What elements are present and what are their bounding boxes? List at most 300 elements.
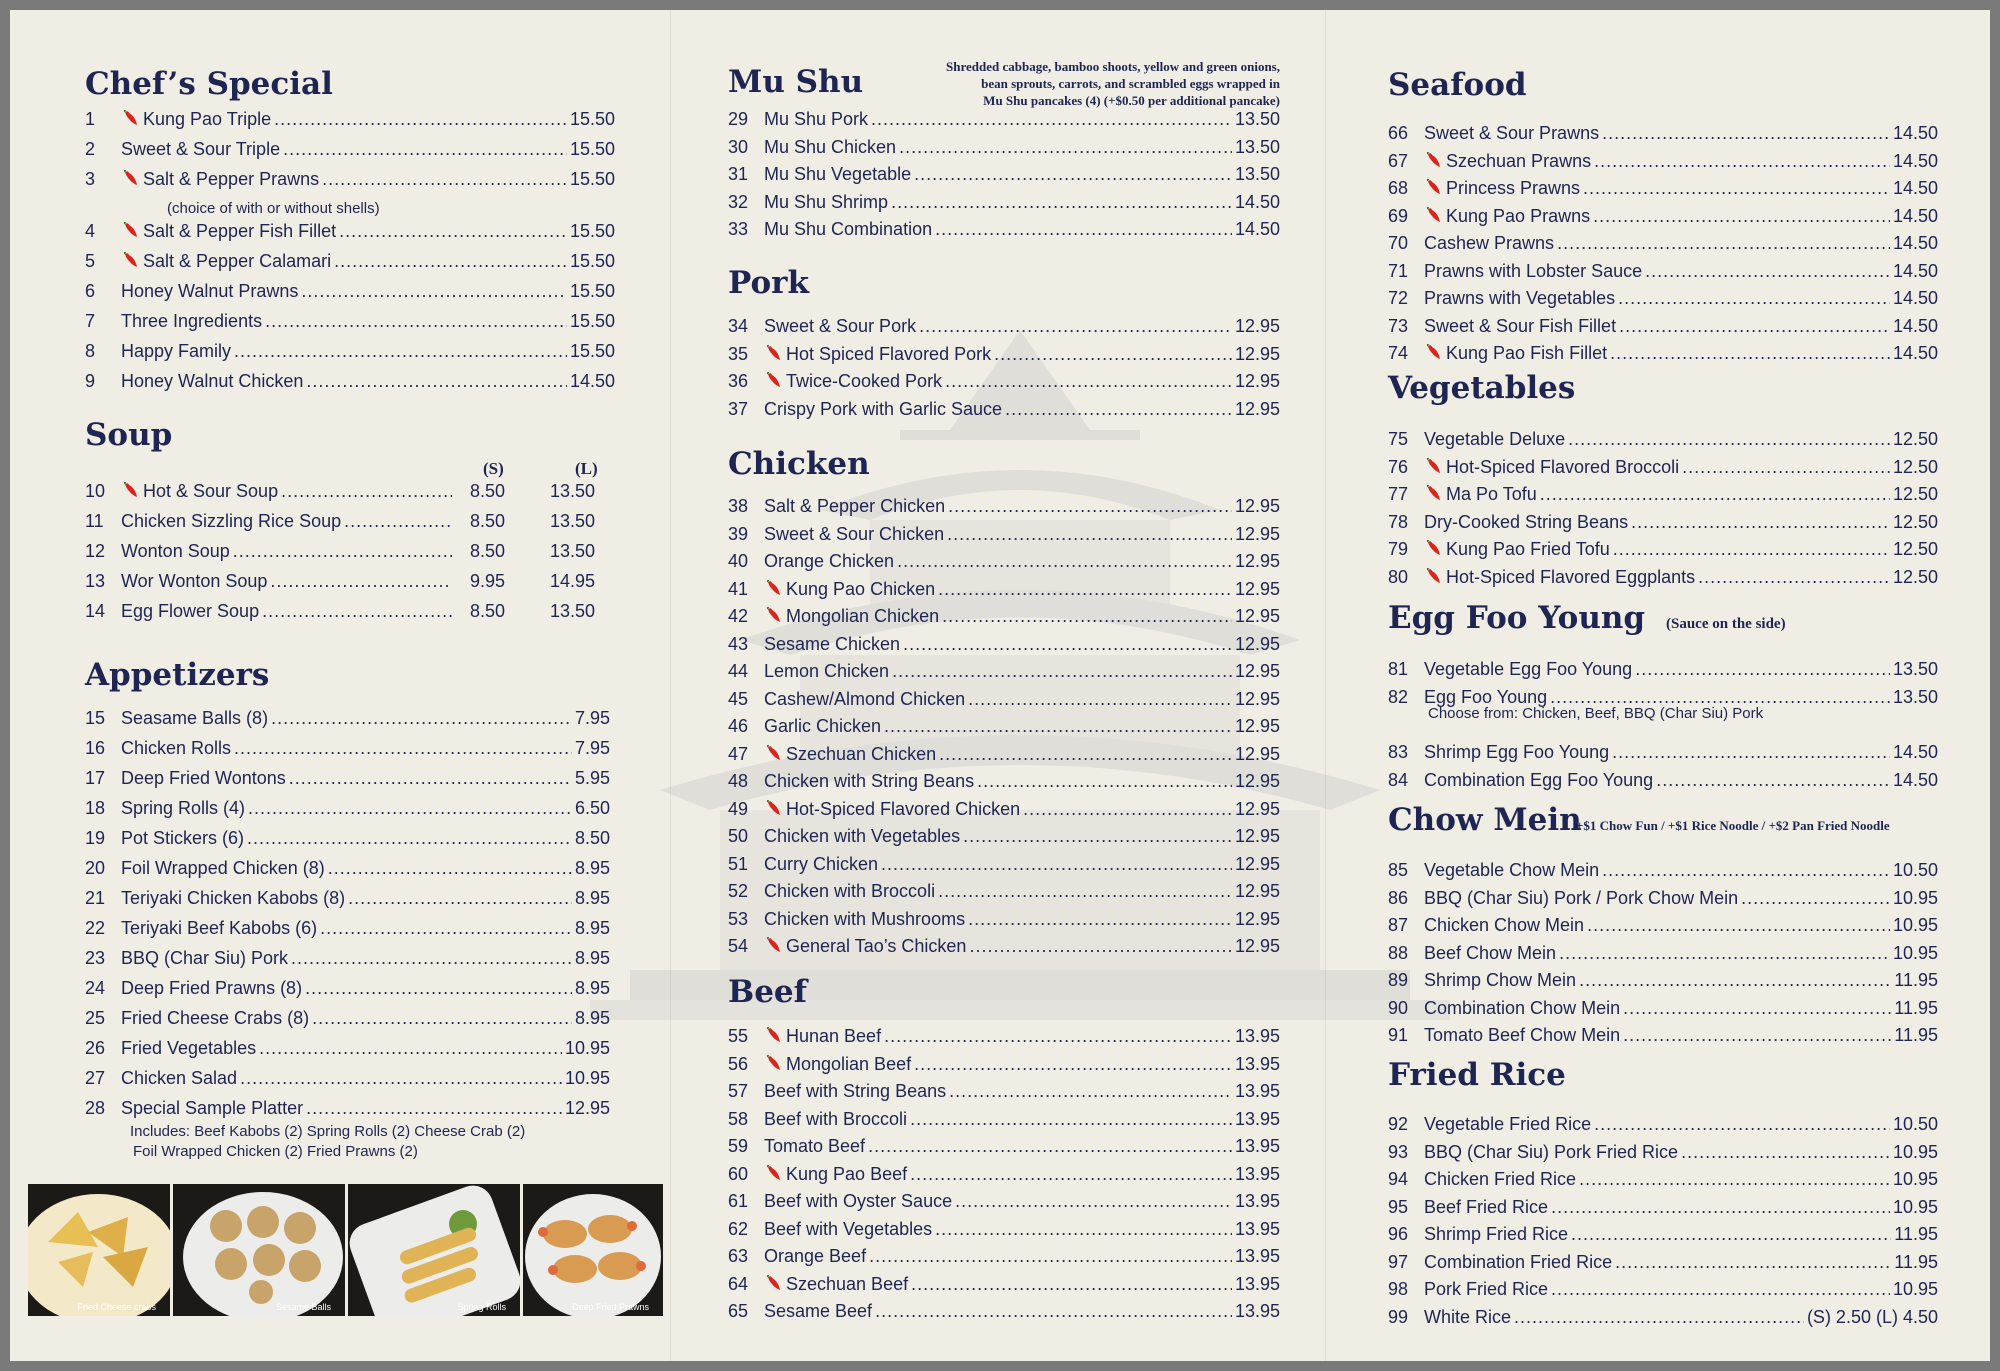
- menu-item: [728, 603, 1280, 630]
- dot-leader: [869, 1243, 1232, 1270]
- item-number: 15: [85, 708, 106, 728]
- menu-item: [1388, 1221, 1938, 1248]
- menu-item: [728, 216, 1280, 243]
- item-price-small: 8.50: [469, 601, 505, 621]
- item-name: Cashew Prawns: [1424, 233, 1555, 253]
- item-price: 10.95: [1892, 1169, 1938, 1189]
- dot-leader: [919, 313, 1232, 340]
- item-name: Mu Shu Shrimp: [764, 191, 889, 212]
- item-name: Chicken Salad: [121, 1068, 238, 1088]
- menu-item: [728, 823, 1280, 850]
- dot-leader: [270, 568, 452, 595]
- egg-foo-young-note: (Sauce on the side): [1666, 616, 1786, 632]
- item-price: 10.95: [1892, 1196, 1938, 1217]
- item-name: Spring Rolls (4): [121, 798, 246, 818]
- section-title: Chef’s Special: [85, 66, 333, 102]
- chow-mein-note: +$1 Chow Fun / +$1 Rice Noodle / +$2 Pan Fried Noodle: [1576, 818, 1890, 833]
- item-number: 98: [1388, 1279, 1409, 1299]
- dot-leader: [968, 686, 1232, 713]
- item-price: 15.50: [569, 109, 615, 129]
- dot-leader: [312, 1005, 572, 1032]
- dot-leader: [1579, 1166, 1890, 1193]
- item-price: 14.50: [1892, 315, 1938, 336]
- menu-item: [728, 796, 1280, 823]
- item-name: BBQ (Char Siu) Pork: [121, 948, 289, 968]
- menu-item: [1388, 967, 1938, 994]
- dot-leader: [1682, 454, 1890, 481]
- dot-leader: [289, 765, 572, 792]
- item-price: 12.95: [1234, 606, 1280, 626]
- item-number: 48: [728, 771, 749, 791]
- chili-pepper-icon: [764, 1161, 786, 1188]
- item-price: 10.95: [1892, 1279, 1938, 1299]
- menu-item: [728, 1271, 1280, 1298]
- item-name: Sweet & Sour Pork: [764, 316, 917, 336]
- dot-leader: [306, 1095, 562, 1122]
- item-price: 12.95: [1234, 936, 1280, 956]
- item-price: 12.95: [1234, 826, 1280, 846]
- item-price: (S) 2.50 (L) 4.50: [1806, 1306, 1938, 1327]
- item-price: 12.50: [1892, 511, 1938, 532]
- item-number: 71: [1388, 260, 1409, 281]
- menu-item: [728, 1078, 1280, 1105]
- menu-item: [728, 686, 1280, 713]
- menu-item: [728, 1188, 1280, 1215]
- menu-item: [728, 1243, 1280, 1270]
- menu-item: [728, 1051, 1280, 1078]
- item-note: (choice of with or without shells): [167, 200, 380, 217]
- item-price: 5.95: [574, 768, 610, 788]
- item-number: 14: [85, 601, 106, 621]
- dot-leader: [938, 878, 1232, 905]
- item-price: 13.95: [1234, 1108, 1280, 1129]
- menu-item: [85, 705, 610, 732]
- chili-pepper-icon: [121, 248, 143, 275]
- chili-pepper-icon: [1424, 340, 1446, 367]
- item-name: Vegetable Fried Rice: [1424, 1114, 1592, 1134]
- menu-item: [85, 735, 610, 762]
- item-number: 89: [1388, 970, 1409, 990]
- item-number: 78: [1388, 511, 1409, 532]
- menu-item: [1388, 120, 1938, 147]
- item-number: 97: [1388, 1251, 1409, 1272]
- item-name: Garlic Chicken: [764, 716, 882, 736]
- section-title: Chow Mein: [1388, 802, 1582, 838]
- menu-item: [1388, 1022, 1938, 1049]
- menu-item: [85, 975, 610, 1002]
- item-price: 13.95: [1234, 1273, 1280, 1294]
- item-price: 8.95: [574, 948, 610, 968]
- menu-item: [728, 878, 1280, 905]
- item-name: Fried Vegetables: [121, 1038, 257, 1058]
- item-name: Beef Fried Rice: [1424, 1196, 1549, 1217]
- dot-leader: [963, 823, 1232, 850]
- item-name: Combination Fried Rice: [1424, 1251, 1613, 1272]
- menu-item: [728, 1106, 1280, 1133]
- item-price: 12.95: [1234, 343, 1280, 364]
- photo-caption: Fried Cheese crabs: [77, 1302, 156, 1312]
- item-number: 17: [85, 768, 106, 788]
- dot-leader: [348, 885, 572, 912]
- menu-item: [1388, 313, 1938, 340]
- item-price: 13.95: [1234, 1246, 1280, 1266]
- item-name: Beef with Oyster Sauce: [764, 1191, 953, 1211]
- item-number: 87: [1388, 915, 1409, 935]
- menu-item: [728, 1023, 1280, 1050]
- menu-item: [1388, 203, 1938, 230]
- dot-leader: [891, 189, 1232, 216]
- item-name: Vegetable Deluxe: [1424, 429, 1566, 449]
- item-name: Teriyaki Chicken Kabobs (8): [121, 888, 346, 908]
- item-name: Kung Pao Fish Fillet: [1446, 343, 1608, 363]
- item-name: Kung Pao Chicken: [786, 578, 936, 599]
- item-price: 8.95: [574, 888, 610, 908]
- item-name: Deep Fried Prawns (8): [121, 978, 303, 998]
- item-name: Szechuan Chicken: [786, 743, 937, 764]
- item-number: 26: [85, 1038, 106, 1058]
- menu-item: [728, 631, 1280, 658]
- item-name: Sweet & Sour Fish Fillet: [1424, 315, 1617, 336]
- item-price: 12.95: [1234, 743, 1280, 764]
- item-name: General Tao’s Chicken: [786, 936, 967, 956]
- dot-leader: [899, 134, 1232, 161]
- dot-leader: [1741, 885, 1890, 912]
- dot-leader: [910, 1161, 1232, 1188]
- chili-pepper-icon: [1424, 203, 1446, 230]
- dot-leader: [320, 915, 572, 942]
- dot-leader: [884, 713, 1232, 740]
- item-price: 12.95: [1234, 716, 1280, 736]
- item-name: Hunan Beef: [786, 1026, 882, 1046]
- item-number: 40: [728, 551, 749, 571]
- chili-pepper-icon: [764, 341, 786, 368]
- menu-item: [728, 1133, 1280, 1160]
- chili-pepper-icon: [764, 933, 786, 960]
- item-name: Chicken with Vegetables: [764, 826, 961, 846]
- item-name: Mu Shu Vegetable: [764, 164, 912, 184]
- item-name: Hot-Spiced Flavored Broccoli: [1446, 456, 1680, 477]
- item-name: Cashew/Almond Chicken: [764, 688, 966, 709]
- menu-item: [85, 825, 610, 852]
- item-number: 21: [85, 888, 106, 908]
- platter-note: Foil Wrapped Chicken (2) Fried Prawns (2): [133, 1143, 418, 1160]
- item-name: Curry Chicken: [764, 853, 879, 874]
- menu-item: [728, 161, 1280, 188]
- chili-pepper-icon: [764, 603, 786, 630]
- dot-leader: [1594, 148, 1890, 175]
- item-name: Ma Po Tofu: [1446, 484, 1537, 504]
- item-name: Hot Spiced Flavored Pork: [786, 343, 992, 364]
- menu-item: [1388, 285, 1938, 312]
- item-price: 12.95: [1234, 771, 1280, 791]
- item-name: Foil Wrapped Chicken (8): [121, 858, 325, 878]
- item-name: Seasame Balls (8): [121, 708, 269, 728]
- menu-item: [1388, 481, 1938, 508]
- dot-leader: [1613, 536, 1890, 563]
- dot-leader: [274, 106, 567, 133]
- menu-item: [85, 166, 615, 193]
- dot-leader: [1681, 1139, 1890, 1166]
- dot-leader: [1656, 767, 1890, 794]
- chili-pepper-icon: [1424, 175, 1446, 202]
- dot-leader: [283, 136, 567, 163]
- item-price: 10.95: [564, 1068, 610, 1088]
- section-title: Seafood: [1388, 67, 1527, 103]
- item-name: Egg Flower Soup: [121, 601, 260, 621]
- item-number: 39: [728, 523, 749, 544]
- item-name: Hot-Spiced Flavored Chicken: [786, 798, 1021, 819]
- dot-leader: [248, 795, 572, 822]
- dot-leader: [291, 945, 572, 972]
- menu-item: [1388, 258, 1938, 285]
- item-name: Vegetable Chow Mein: [1424, 860, 1600, 880]
- item-number: 38: [728, 496, 749, 516]
- chili-pepper-icon: [1424, 564, 1446, 591]
- menu-item: [85, 765, 610, 792]
- item-number: 19: [85, 828, 106, 848]
- item-price: 12.95: [1234, 798, 1280, 819]
- item-price: 12.95: [1234, 551, 1280, 571]
- menu-item: [728, 1298, 1280, 1325]
- item-number: 66: [1388, 123, 1409, 143]
- menu-item: [728, 341, 1280, 368]
- section-title: Chicken: [728, 446, 870, 482]
- item-name: Mongolian Beef: [786, 1053, 912, 1074]
- item-name: Kung Pao Beef: [786, 1163, 908, 1184]
- item-price: 14.50: [1892, 178, 1938, 198]
- item-number: 32: [728, 191, 749, 212]
- menu-item: [85, 1095, 610, 1122]
- item-number: 60: [728, 1163, 749, 1184]
- item-price: 13.95: [1234, 1053, 1280, 1074]
- dot-leader: [949, 1078, 1232, 1105]
- menu-item: [1388, 175, 1938, 202]
- item-number: 94: [1388, 1169, 1409, 1189]
- item-number: 8: [85, 341, 96, 361]
- item-number: 43: [728, 633, 749, 654]
- menu-item: [728, 851, 1280, 878]
- menu-item: [728, 134, 1280, 161]
- chili-pepper-icon: [1424, 481, 1446, 508]
- dot-leader: [1619, 313, 1890, 340]
- mu-shu-note: bean sprouts, carrots, and scrambled eggs wrapped in: [981, 76, 1280, 91]
- menu-item: [85, 218, 615, 245]
- item-price: 13.95: [1234, 1301, 1280, 1321]
- item-price: 14.50: [1892, 769, 1938, 790]
- dot-leader: [914, 161, 1232, 188]
- item-price: 15.50: [569, 341, 615, 361]
- item-price-small: 8.50: [469, 481, 505, 501]
- item-number: 46: [728, 716, 749, 736]
- photo-sesame-balls: [173, 1184, 345, 1316]
- item-number: 91: [1388, 1025, 1409, 1045]
- menu-item: [85, 338, 615, 365]
- item-number: 5: [85, 251, 96, 271]
- item-number: 99: [1388, 1306, 1409, 1327]
- section-title: Appetizers: [85, 657, 270, 693]
- item-price-small: 9.95: [469, 571, 505, 591]
- item-name: Szechuan Prawns: [1446, 150, 1592, 171]
- item-price-small: 8.50: [469, 511, 505, 531]
- item-name: Salt & Pepper Prawns: [143, 169, 320, 189]
- item-price: 13.95: [1234, 1081, 1280, 1101]
- item-number: 10: [85, 481, 106, 501]
- menu-item: [85, 1005, 610, 1032]
- item-price: 12.95: [1234, 853, 1280, 874]
- menu-item: [1388, 426, 1938, 453]
- item-name: Happy Family: [121, 341, 232, 361]
- item-name: Egg Foo Young: [1424, 686, 1548, 707]
- dot-leader: [1559, 940, 1890, 967]
- item-number: 57: [728, 1081, 749, 1101]
- menu-item: [1388, 767, 1938, 794]
- item-number: 51: [728, 853, 749, 874]
- dot-leader: [994, 341, 1232, 368]
- mu-shu-note: Shredded cabbage, bamboo shoots, yellow and green onions,: [946, 59, 1280, 74]
- dot-leader: [1571, 1221, 1891, 1248]
- menu-item: [1388, 536, 1938, 563]
- dot-leader: [977, 768, 1232, 795]
- menu-item: [85, 106, 615, 133]
- dot-leader: [1568, 426, 1890, 453]
- dot-leader: [233, 538, 452, 565]
- menu-item: [728, 713, 1280, 740]
- item-price: 8.95: [574, 918, 610, 938]
- item-price: 10.50: [1892, 1114, 1938, 1134]
- item-name: Hot-Spiced Flavored Eggplants: [1446, 566, 1696, 587]
- item-number: 4: [85, 221, 96, 241]
- item-name: Orange Beef: [764, 1246, 867, 1266]
- dot-leader: [1618, 285, 1890, 312]
- menu-item: [85, 598, 595, 625]
- item-name: Salt & Pepper Fish Fillet: [143, 221, 337, 241]
- item-number: 1: [85, 109, 96, 129]
- item-price: 12.95: [564, 1098, 610, 1118]
- dot-leader: [892, 658, 1232, 685]
- item-price: 10.95: [1892, 915, 1938, 935]
- section-title: Soup: [85, 417, 173, 453]
- menu-item: [1388, 857, 1938, 884]
- dot-leader: [969, 933, 1232, 960]
- menu-item: [85, 1065, 610, 1092]
- item-number: 7: [85, 311, 96, 331]
- item-name: Wor Wonton Soup: [121, 571, 268, 591]
- dot-leader: [955, 1188, 1232, 1215]
- item-name: Prawns with Lobster Sauce: [1424, 260, 1643, 281]
- dot-leader: [939, 741, 1232, 768]
- item-number: 63: [728, 1246, 749, 1266]
- photo-fried-cheese-crabs: [28, 1184, 170, 1316]
- dot-leader: [1612, 739, 1890, 766]
- item-number: 82: [1388, 686, 1409, 707]
- item-number: 53: [728, 908, 749, 929]
- item-price: 12.95: [1234, 881, 1280, 901]
- dot-leader: [1023, 796, 1232, 823]
- dot-leader: [1615, 1249, 1891, 1276]
- menu-item: [85, 1035, 610, 1062]
- chili-pepper-icon: [121, 166, 143, 193]
- item-name: Salt & Pepper Chicken: [764, 496, 946, 516]
- item-number: 2: [85, 139, 96, 159]
- dot-leader: [1583, 175, 1890, 202]
- item-name: Chicken with Broccoli: [764, 881, 936, 901]
- item-price: 10.50: [1892, 860, 1938, 880]
- chili-pepper-icon: [764, 1271, 786, 1298]
- dot-leader: [868, 1133, 1232, 1160]
- item-price: 7.95: [574, 738, 610, 758]
- menu-item: [728, 933, 1280, 960]
- item-name: Sesame Beef: [764, 1301, 873, 1321]
- dot-leader: [322, 166, 567, 193]
- menu-item: [85, 795, 610, 822]
- item-number: 88: [1388, 942, 1409, 963]
- item-price: 14.50: [1892, 233, 1938, 253]
- item-name: Deep Fried Wontons: [121, 768, 286, 788]
- item-name: Three Ingredients: [121, 311, 263, 331]
- item-price: 10.95: [564, 1038, 610, 1058]
- item-price: 15.50: [569, 221, 615, 241]
- section-title: Pork: [728, 265, 809, 301]
- item-number: 45: [728, 688, 749, 709]
- chili-pepper-icon: [764, 741, 786, 768]
- item-number: 31: [728, 164, 749, 184]
- item-number: 62: [728, 1218, 749, 1239]
- dot-leader: [938, 576, 1232, 603]
- menu-item: [1388, 1276, 1938, 1303]
- chili-pepper-icon: [764, 1051, 786, 1078]
- dot-leader: [247, 825, 572, 852]
- item-name: Twice-Cooked Pork: [786, 371, 943, 391]
- item-name: Kung Pao Triple: [143, 109, 272, 129]
- chili-pepper-icon: [121, 106, 143, 133]
- item-name: Orange Chicken: [764, 551, 895, 571]
- dot-leader: [262, 598, 452, 625]
- item-number: 73: [1388, 315, 1409, 336]
- menu-item: [85, 945, 610, 972]
- menu-item: [85, 855, 610, 882]
- item-number: 6: [85, 281, 96, 301]
- menu-item: [85, 568, 595, 595]
- item-number: 95: [1388, 1196, 1409, 1217]
- section-title: Fried Rice: [1388, 1057, 1566, 1093]
- menu-item: [728, 548, 1280, 575]
- item-number: 27: [85, 1068, 106, 1088]
- dot-leader: [1594, 1111, 1890, 1138]
- item-price: 11.95: [1894, 1025, 1938, 1045]
- dot-leader: [945, 368, 1232, 395]
- item-number: 30: [728, 136, 749, 157]
- item-number: 12: [85, 541, 106, 561]
- item-price: 8.50: [574, 828, 610, 848]
- item-name: Sesame Chicken: [764, 633, 901, 654]
- dot-leader: [1635, 656, 1890, 683]
- item-number: 84: [1388, 769, 1409, 790]
- menu-item: [1388, 656, 1938, 683]
- item-price: 14.50: [569, 371, 615, 391]
- item-price: 14.50: [1234, 219, 1280, 239]
- dot-leader: [240, 1065, 562, 1092]
- item-name: Princess Prawns: [1446, 178, 1581, 198]
- item-name: Chicken Fried Rice: [1424, 1169, 1577, 1189]
- item-name: Combination Egg Foo Young: [1424, 769, 1654, 790]
- menu-item: [1388, 148, 1938, 175]
- item-price: 13.95: [1234, 1163, 1280, 1184]
- item-number: 54: [728, 936, 749, 956]
- dot-leader: [948, 493, 1232, 520]
- dot-leader: [911, 1271, 1232, 1298]
- item-name: Prawns with Vegetables: [1424, 288, 1616, 308]
- item-number: 49: [728, 798, 749, 819]
